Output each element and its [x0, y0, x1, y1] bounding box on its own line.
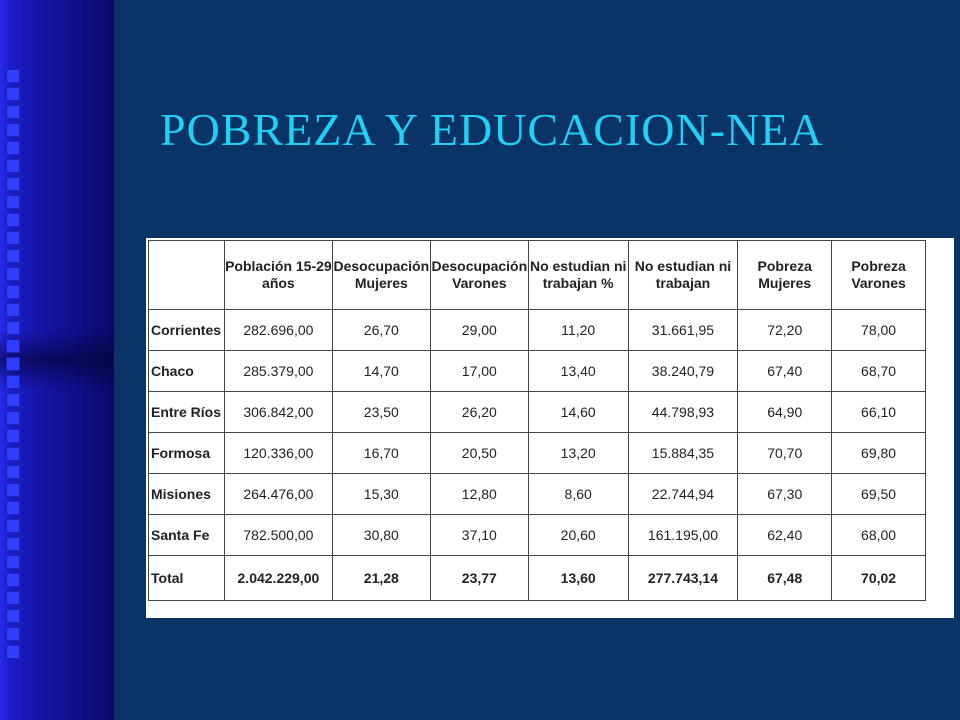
table-cell: 67,30: [738, 474, 832, 515]
table-cell: 23,50: [332, 392, 430, 433]
table-cell: 15.884,35: [628, 433, 738, 474]
table-cell: 68,00: [832, 515, 926, 556]
table-row: [149, 392, 926, 433]
header-cell: Desocupación Mujeres: [332, 241, 430, 310]
table-cell: 15,30: [332, 474, 430, 515]
header-cell: Población 15-29 años: [224, 241, 332, 310]
table-cell: 26,20: [430, 392, 528, 433]
table-cell: 72,20: [738, 310, 832, 351]
table-cell: 8,60: [528, 474, 628, 515]
header-cell: Pobreza Mujeres: [738, 241, 832, 310]
table-cell: 69,50: [832, 474, 926, 515]
table-cell: 62,40: [738, 515, 832, 556]
header-cell: No estudian ni trabajan %: [528, 241, 628, 310]
table-cell: 306.842,00: [224, 392, 332, 433]
data-table: [148, 240, 926, 601]
table-cell: 20,60: [528, 515, 628, 556]
total-cell: 2.042.229,00: [224, 556, 332, 601]
table-row: [149, 351, 926, 392]
table-cell: 37,10: [430, 515, 528, 556]
table-cell: 11,20: [528, 310, 628, 351]
table-total-row: [149, 556, 926, 601]
table-cell: 22.744,94: [628, 474, 738, 515]
table-cell: 16,70: [332, 433, 430, 474]
header-cell: Pobreza Varones: [832, 241, 926, 310]
total-label-cell: Total: [149, 556, 225, 601]
table-cell: 285.379,00: [224, 351, 332, 392]
table-cell: 14,60: [528, 392, 628, 433]
decorative-squares: [7, 70, 23, 664]
table-cell: 70,70: [738, 433, 832, 474]
slide-title: POBREZA Y EDUCACION-NEA: [160, 104, 824, 155]
table-cell: 13,40: [528, 351, 628, 392]
total-cell: 23,77: [430, 556, 528, 601]
table-cell: 20,50: [430, 433, 528, 474]
total-cell: 13,60: [528, 556, 628, 601]
table-cell: 161.195,00: [628, 515, 738, 556]
province-cell: Formosa: [149, 433, 225, 474]
province-cell: Corrientes: [149, 310, 225, 351]
table-cell: 31.661,95: [628, 310, 738, 351]
table-cell: 120.336,00: [224, 433, 332, 474]
table-cell: 66,10: [832, 392, 926, 433]
header-cell: No estudian ni trabajan: [628, 241, 738, 310]
table-cell: 67,40: [738, 351, 832, 392]
table-cell: 264.476,00: [224, 474, 332, 515]
table-cell: 44.798,93: [628, 392, 738, 433]
table-row: [149, 433, 926, 474]
table-cell: 64,90: [738, 392, 832, 433]
province-cell: Santa Fe: [149, 515, 225, 556]
table-cell: 69,80: [832, 433, 926, 474]
province-cell: Misiones: [149, 474, 225, 515]
table-cell: 782.500,00: [224, 515, 332, 556]
data-table-image: [146, 238, 954, 618]
table-cell: 29,00: [430, 310, 528, 351]
header-cell: Desocupación Varones: [430, 241, 528, 310]
left-decorative-band: [0, 0, 114, 720]
table-cell: 12,80: [430, 474, 528, 515]
table-cell: 78,00: [832, 310, 926, 351]
table-cell: 17,00: [430, 351, 528, 392]
table-row: [149, 515, 926, 556]
table-cell: 13,20: [528, 433, 628, 474]
province-cell: Entre Ríos: [149, 392, 225, 433]
province-cell: Chaco: [149, 351, 225, 392]
table-cell: 30,80: [332, 515, 430, 556]
total-cell: 67,48: [738, 556, 832, 601]
total-cell: 277.743,14: [628, 556, 738, 601]
table-row: [149, 474, 926, 515]
table-row: [149, 310, 926, 351]
table-cell: 26,70: [332, 310, 430, 351]
table-cell: 38.240,79: [628, 351, 738, 392]
table-cell: 68,70: [832, 351, 926, 392]
total-cell: 21,28: [332, 556, 430, 601]
total-cell: 70,02: [832, 556, 926, 601]
header-cell: [149, 241, 225, 310]
table-cell: 282.696,00: [224, 310, 332, 351]
table-header-row: [149, 241, 926, 310]
table-cell: 14,70: [332, 351, 430, 392]
